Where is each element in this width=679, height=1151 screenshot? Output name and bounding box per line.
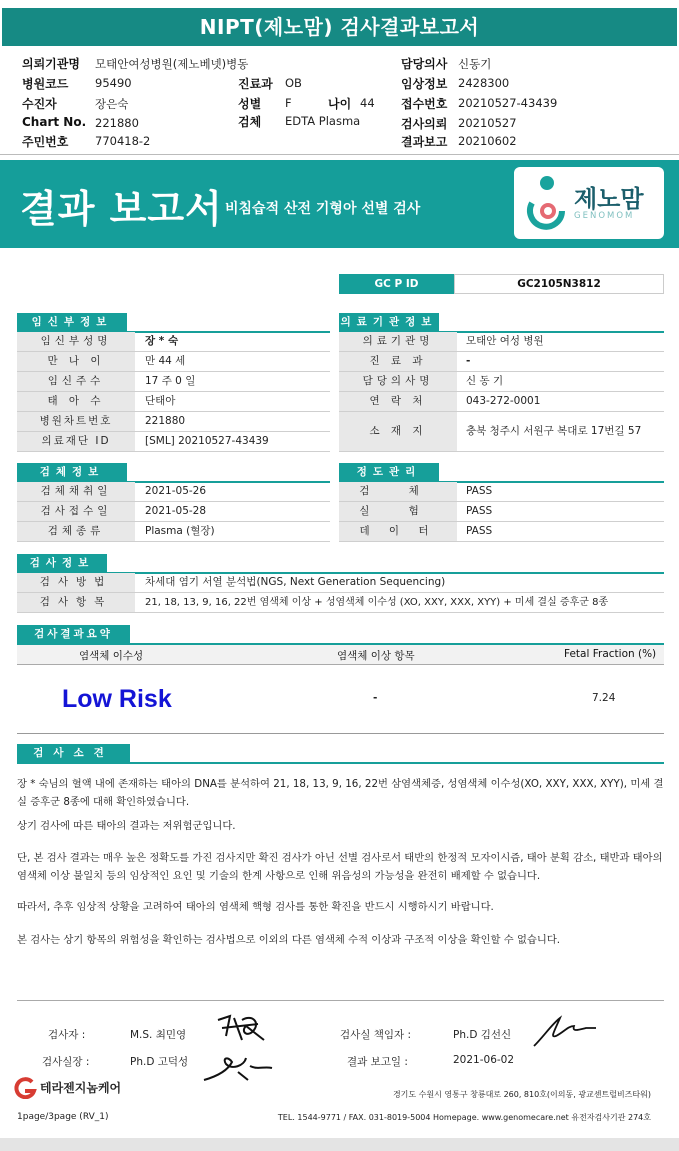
field-value: 차세대 염기 서열 분석법(NGS, Next Generation Sequencing)	[145, 576, 446, 588]
opinion-paragraph: 단, 본 검사 결과는 매우 높은 정확도를 가진 검사지만 확진 검사가 아닌 선별 검사로서 태반의 한정적 모자이시즘, 태아 분획 감소, 태반과 태아의 염색체 이상 불일치 등의 임상적인 요인 및 기술의 한계 사항으로 인해 위음성의 가능성을 완전히 배제할 수 없습니다.	[17, 852, 663, 882]
header-key: 접수번호	[401, 97, 448, 111]
header-key: 수진자	[22, 97, 57, 111]
section-medical-info: 의료기관정보	[339, 313, 439, 331]
header-key: 의뢰기관명	[22, 57, 80, 71]
header-key: 주민번호	[22, 135, 69, 149]
field-label: 검사방법	[17, 573, 135, 592]
column-header: 염색체 이수성	[79, 650, 144, 662]
field-value: 단태아	[145, 395, 176, 407]
banner-subtitle: 비침습적 산전 기형아 선별 검사	[225, 201, 421, 217]
field-value: PASS	[466, 505, 493, 517]
field-label: 태 아 수	[17, 392, 135, 411]
header-value: 95490	[95, 76, 132, 90]
header-info	[0, 50, 679, 155]
header-value: 770418-2	[95, 134, 151, 148]
field-value: 17 주 0 일	[145, 375, 196, 387]
tester-name: M.S. 최민영	[130, 1029, 187, 1041]
section-rule	[17, 762, 664, 764]
field-label: 임신주수	[17, 372, 135, 391]
header-value: 20210527	[458, 116, 517, 130]
field-label: 실 험	[339, 502, 457, 521]
header-value: 장은숙	[95, 97, 129, 111]
field-label: 연 락 처	[339, 392, 457, 411]
field-value: -	[466, 355, 471, 367]
opinion-paragraph: 따라서, 추후 임상적 상황을 고려하여 태아의 염색체 핵형 검사를 통한 확진을 반드시 시행하시기 바랍니다.	[17, 901, 494, 913]
gcp-id-value: GC2105N3812	[454, 274, 664, 294]
report-title: NIPT(제노맘) 검사결과보고서	[2, 8, 677, 46]
header-key: 검체	[238, 115, 262, 129]
field-value: 21, 18, 13, 9, 16, 22번 염색체 이상 + 성염색체 이수성 (XO, XXY, XXX, XYY) + 미세 결실 증후군 8종	[145, 597, 609, 608]
row-divider	[17, 733, 664, 734]
page-indicator: 1page/3page (RV_1)	[17, 1112, 109, 1122]
logo-subtitle: GENOMOM	[574, 211, 635, 221]
column-header: 염색체 이상 항목	[337, 650, 415, 662]
header-key: 검사의뢰	[401, 117, 448, 131]
summary-table-header	[17, 645, 664, 665]
header-value: 모태안여성병원(제노베넷)병동	[95, 57, 249, 71]
lab-head-label: 검사실 책임자 :	[340, 1029, 412, 1041]
opinion-paragraph: 장 * 숙님의 혈액 내에 존재하는 태아의 DNA를 분석하여 21, 18, 13, 9, 16, 22번 삼염색체증, 성염색체 이수성(XO, XXY, XXX, XYY), 미세 결실 증후군 8종에 대해 확인하였습니다.	[17, 778, 664, 808]
header-value: 44	[360, 96, 375, 110]
header-value: 221880	[95, 116, 139, 130]
header-key: Chart No.	[22, 115, 87, 129]
tester-label: 검사자 :	[48, 1029, 86, 1041]
lab-chief-signature-icon	[198, 1046, 278, 1086]
field-label: 검 체	[339, 482, 457, 501]
field-value: 신 동 기	[466, 375, 504, 387]
field-value: 2021-05-26	[145, 485, 207, 497]
field-label: 검사접수일	[17, 502, 135, 521]
genomom-logo	[514, 167, 664, 239]
report-date-label: 결과 보고일 :	[347, 1056, 408, 1068]
field-value: 충북 청주시 서원구 복대로 17번길 57	[466, 425, 642, 437]
result-banner	[0, 160, 679, 248]
field-label: 만 나 이	[17, 352, 135, 371]
terragen-logo-icon	[12, 1077, 38, 1099]
header-key: 임상정보	[401, 77, 448, 91]
report-date-value: 2021-06-02	[453, 1054, 515, 1066]
gcp-id-label: GC P ID	[339, 274, 454, 294]
risk-result: Low Risk	[62, 685, 172, 713]
header-key: 진료과	[238, 77, 273, 91]
top-bar	[0, 0, 679, 50]
section-test-info: 검사정보	[17, 554, 107, 572]
field-value: [SML] 20210527-43439	[145, 435, 269, 447]
fetal-fraction-value: 7.24	[592, 692, 616, 704]
header-value: OB	[285, 76, 302, 90]
header-value: 20210527-43439	[458, 96, 558, 110]
section-specimen-info: 검체정보	[17, 463, 127, 481]
lab-head-name: Ph.D 김선신	[453, 1029, 512, 1041]
field-label: 진 료 과	[339, 352, 457, 371]
header-value: 신동기	[458, 57, 492, 71]
row-divider	[17, 541, 330, 542]
field-value: PASS	[466, 525, 493, 537]
company-address: 경기도 수원시 영통구 창룡대로 260, 810호(이의동, 광교센트럴비즈타워)	[392, 1090, 651, 1099]
genomom-logo-icon	[522, 173, 572, 233]
section-pregnant-info: 임신부정보	[17, 313, 127, 331]
field-label: 데 이 터	[339, 522, 457, 541]
field-value: 모태안 여성 병원	[466, 335, 544, 347]
field-label: 담당의사명	[339, 372, 457, 391]
section-quality-control: 정도관리	[339, 463, 439, 481]
field-label: 검사항목	[17, 593, 135, 612]
field-value: Plasma (혈장)	[145, 525, 215, 537]
section-opinion: 검사소견	[17, 744, 130, 762]
field-label: 병원차트번호	[17, 412, 135, 431]
header-key: 나이	[328, 97, 352, 111]
field-label: 검체채취일	[17, 482, 135, 501]
lab-head-signature-icon	[530, 1012, 602, 1052]
opinion-paragraph: 상기 검사에 따른 태아의 결과는 저위험군입니다.	[17, 820, 236, 832]
header-key: 성별	[238, 97, 262, 111]
header-value: 2428300	[458, 76, 510, 90]
field-value: 장 * 숙	[145, 335, 179, 347]
row-divider	[339, 451, 664, 452]
field-label: 임신부성명	[17, 332, 135, 351]
field-label: 의료기관명	[339, 332, 457, 351]
column-header: Fetal Fraction (%)	[564, 648, 657, 660]
bottom-strip	[0, 1138, 679, 1151]
company-contact: TEL. 1544-9771 / FAX. 031-8019-5004 Homepage. www.genomecare.net 유전자검사기관 274호	[277, 1113, 651, 1122]
row-divider	[339, 541, 664, 542]
field-value: PASS	[466, 485, 493, 497]
lab-chief-name: Ph.D 고덕성	[130, 1056, 189, 1068]
field-value: 만 44 세	[145, 355, 186, 367]
field-label: 소 재 지	[339, 412, 457, 451]
lab-chief-label: 검사실장 :	[42, 1056, 90, 1068]
header-key: 결과보고	[401, 135, 448, 149]
field-value: 043-272-0001	[466, 395, 541, 407]
opinion-paragraph: 본 검사는 상기 항목의 위험성을 확인하는 검사법으로 이외의 다른 염색체 수적 이상과 구조적 이상을 확인할 수 없습니다.	[17, 934, 561, 946]
section-result-summary: 검사결과요약	[17, 625, 130, 643]
logo-name: 제노맘	[574, 185, 644, 213]
field-value: 2021-05-28	[145, 505, 207, 517]
header-value: F	[285, 96, 292, 110]
field-value: 221880	[145, 415, 186, 427]
abnormal-item-value: -	[373, 692, 378, 704]
header-key: 담당의사	[401, 57, 448, 71]
tester-signature-icon	[212, 1010, 272, 1050]
header-value: EDTA Plasma	[285, 114, 361, 128]
field-label: 검체종류	[17, 522, 135, 541]
header-value: 20210602	[458, 134, 517, 148]
signoff-divider	[17, 1000, 664, 1001]
company-name: 테라젠지놈케어	[40, 1081, 122, 1095]
banner-title: 결과 보고서	[20, 187, 223, 231]
header-key: 병원코드	[22, 77, 69, 91]
field-label: 의료재단 ID	[17, 432, 135, 451]
row-divider	[17, 612, 664, 613]
row-divider	[17, 451, 330, 452]
